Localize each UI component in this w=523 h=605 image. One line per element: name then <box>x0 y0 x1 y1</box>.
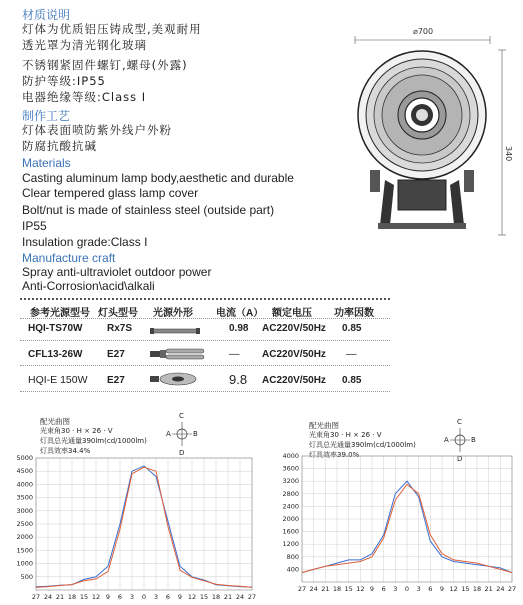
table-cell-current: 0.98 <box>229 323 249 334</box>
materials-en-heading: Materials <box>22 156 71 170</box>
x-tick-label: 3 <box>393 585 398 593</box>
x-tick-label: 24 <box>309 585 318 593</box>
y-tick-label: 3200 <box>282 477 299 486</box>
y-tick-label: 400 <box>286 565 299 574</box>
x-tick-label: 15 <box>199 593 209 601</box>
x-tick-label: 18 <box>472 585 482 593</box>
compass-left: A <box>166 430 171 438</box>
x-tick-label: 21 <box>484 585 493 593</box>
table-divider <box>20 318 390 319</box>
x-tick-label: 27 <box>297 585 307 593</box>
compass-left: A <box>444 436 449 444</box>
x-tick-label: 15 <box>461 585 470 593</box>
x-tick-label: 3 <box>129 593 135 601</box>
x-tick-label: 18 <box>211 593 221 601</box>
chart-title: 配光曲图 <box>40 417 70 426</box>
chart-note: 灯具总光通量390lm(cd/1000lm) <box>40 437 147 445</box>
x-tick-label: 15 <box>79 593 89 601</box>
table-cell-pf: 0.85 <box>342 375 362 386</box>
compass-right: B <box>193 430 198 438</box>
materials-zh-line: 电器绝缘等级:Class I <box>22 90 147 104</box>
x-tick-label: 0 <box>141 593 147 601</box>
craft-zh-line: 灯体表面喷防紫外线户外粉 <box>22 123 172 137</box>
materials-zh-line: 透光罩为清光钢化玻璃 <box>22 38 147 52</box>
chart-title: 配光曲图 <box>309 421 339 430</box>
height-label: 340 <box>504 146 513 162</box>
y-tick-label: 4000 <box>282 452 299 460</box>
table-cell-model: HQI-TS70W <box>28 323 83 334</box>
chart-1-plot <box>0 410 262 605</box>
craft-en-line: Anti-Corrosion\acid\alkali <box>22 279 155 293</box>
x-tick-label: 27 <box>507 585 517 593</box>
compass-right: B <box>471 436 476 444</box>
y-tick-label: 5000 <box>16 454 33 462</box>
compass-bottom: D <box>179 449 185 457</box>
materials-en-line: Bolt/nut is made of stainless steel (outside part) <box>22 203 275 217</box>
y-tick-label: 2400 <box>282 502 299 511</box>
x-tick-label: 24 <box>496 585 505 593</box>
light-distribution-chart-1 <box>0 410 262 605</box>
materials-zh-line: 防护等级:IP55 <box>22 74 106 88</box>
y-tick-label: 1000 <box>16 559 33 568</box>
table-cell-voltage: AC220V/50Hz <box>262 323 326 334</box>
x-tick-label: 6 <box>428 585 433 593</box>
ellipsoid-lamp-icon <box>150 371 202 391</box>
y-tick-label: 3000 <box>16 506 33 515</box>
x-tick-label: 18 <box>332 585 342 593</box>
chart-note: 灯具效率39.0% <box>309 451 360 459</box>
y-tick-label: 2000 <box>16 533 33 542</box>
y-tick-label: 800 <box>286 552 299 561</box>
table-divider <box>20 365 390 366</box>
craft-en-heading: Manufacture craft <box>22 251 116 265</box>
table-top-border <box>20 298 390 300</box>
y-tick-label: 2800 <box>282 489 299 498</box>
y-tick-label: 3600 <box>282 464 299 473</box>
x-tick-label: 9 <box>177 593 183 601</box>
x-tick-label: 6 <box>165 593 171 601</box>
x-tick-label: 12 <box>187 593 197 601</box>
x-tick-label: 12 <box>449 585 458 593</box>
x-tick-label: 3 <box>416 585 421 593</box>
x-tick-label: 12 <box>91 593 101 601</box>
table-divider <box>20 391 390 392</box>
table-header-model: 参考光源型号 <box>30 308 90 319</box>
y-tick-label: 1200 <box>282 540 299 549</box>
table-cell-pf: 0.85 <box>342 323 362 334</box>
diameter-label: ⌀700 <box>413 27 434 36</box>
materials-zh-line: 灯体为优质铝压铸成型,美观耐用 <box>22 22 202 36</box>
y-tick-label: 1500 <box>16 546 33 555</box>
table-header-current: 电流（A） <box>216 308 264 319</box>
table-cell-model: HQI-E 150W <box>28 374 88 386</box>
product-drawing <box>350 20 520 250</box>
craft-en-line: Spray anti-ultraviolet outdoor power <box>22 265 212 279</box>
y-tick-label: 1600 <box>282 527 299 536</box>
chart-note: 灯具效率34.4% <box>40 447 91 455</box>
light-distribution-chart-2 <box>262 410 523 605</box>
x-tick-label: 12 <box>356 585 365 593</box>
materials-en-line: IP55 <box>22 219 47 233</box>
x-tick-label: 21 <box>55 593 65 601</box>
materials-en-line: Casting aluminum lamp body,aesthetic and durable <box>22 171 294 185</box>
table-cell-base: E27 <box>107 349 125 360</box>
x-tick-label: 6 <box>381 585 386 593</box>
chart-note: 光束角30 · H × 26 · V <box>40 427 113 435</box>
chart-note: 光束角30 · H × 26 · V <box>309 431 382 439</box>
table-header-pf: 功率因数 <box>334 308 374 319</box>
x-tick-label: 24 <box>235 593 245 601</box>
x-tick-label: 0 <box>404 585 410 593</box>
x-tick-label: 18 <box>67 593 77 601</box>
materials-zh-heading: 材质说明 <box>22 8 71 22</box>
x-tick-label: 21 <box>321 585 330 593</box>
table-cell-voltage: AC220V/50Hz <box>262 349 326 360</box>
materials-en-line: Clear tempered glass lamp cover <box>22 186 199 200</box>
table-cell-base: Rx7S <box>107 323 133 334</box>
y-tick-label: 4500 <box>16 467 33 476</box>
x-tick-label: 24 <box>43 593 53 601</box>
table-cell-base: E27 <box>107 375 125 386</box>
compass-bottom: D <box>457 455 463 463</box>
cfl-lamp-icon <box>150 346 206 365</box>
x-tick-label: 6 <box>117 593 123 601</box>
chart-note: 灯具总光通量390lm(cd/1000lm) <box>309 441 416 449</box>
craft-zh-line: 防腐抗酸抗碱 <box>22 139 97 153</box>
x-tick-label: 3 <box>153 593 159 601</box>
materials-zh-line: 不锈钢紧固件螺钉,螺母(外露) <box>22 58 188 72</box>
table-header-voltage: 额定电压 <box>272 308 312 319</box>
x-tick-label: 9 <box>439 585 445 593</box>
tube-lamp-icon <box>150 322 200 341</box>
table-divider <box>20 340 390 341</box>
lamp-drawing-svg <box>350 20 520 250</box>
compass-top: C <box>179 412 184 420</box>
table-cell-pf: — <box>346 348 357 360</box>
x-tick-label: 9 <box>105 593 111 601</box>
chart-2-plot <box>262 410 523 605</box>
y-tick-label: 2500 <box>16 520 33 528</box>
x-tick-label: 15 <box>344 585 353 593</box>
y-tick-label: 4000 <box>16 480 33 489</box>
table-header-base: 灯头型号 <box>98 308 138 319</box>
compass-top: C <box>457 418 462 426</box>
y-tick-label: 500 <box>20 572 33 581</box>
table-cell-current: 9.8 <box>229 372 248 387</box>
x-tick-label: 21 <box>223 593 233 601</box>
y-tick-label: 2000 <box>282 515 299 523</box>
craft-zh-heading: 制作工艺 <box>22 109 71 123</box>
x-tick-label: 27 <box>247 593 257 601</box>
x-tick-label: 27 <box>31 593 41 601</box>
materials-en-line: Insulation grade:Class I <box>22 235 148 249</box>
table-cell-current: — <box>229 348 240 360</box>
table-header-shape: 光源外形 <box>153 308 193 319</box>
x-tick-label: 9 <box>369 585 375 593</box>
y-tick-label: 3500 <box>16 493 33 502</box>
table-cell-voltage: AC220V/50Hz <box>262 375 326 386</box>
table-cell-model: CFL13-26W <box>28 349 83 360</box>
